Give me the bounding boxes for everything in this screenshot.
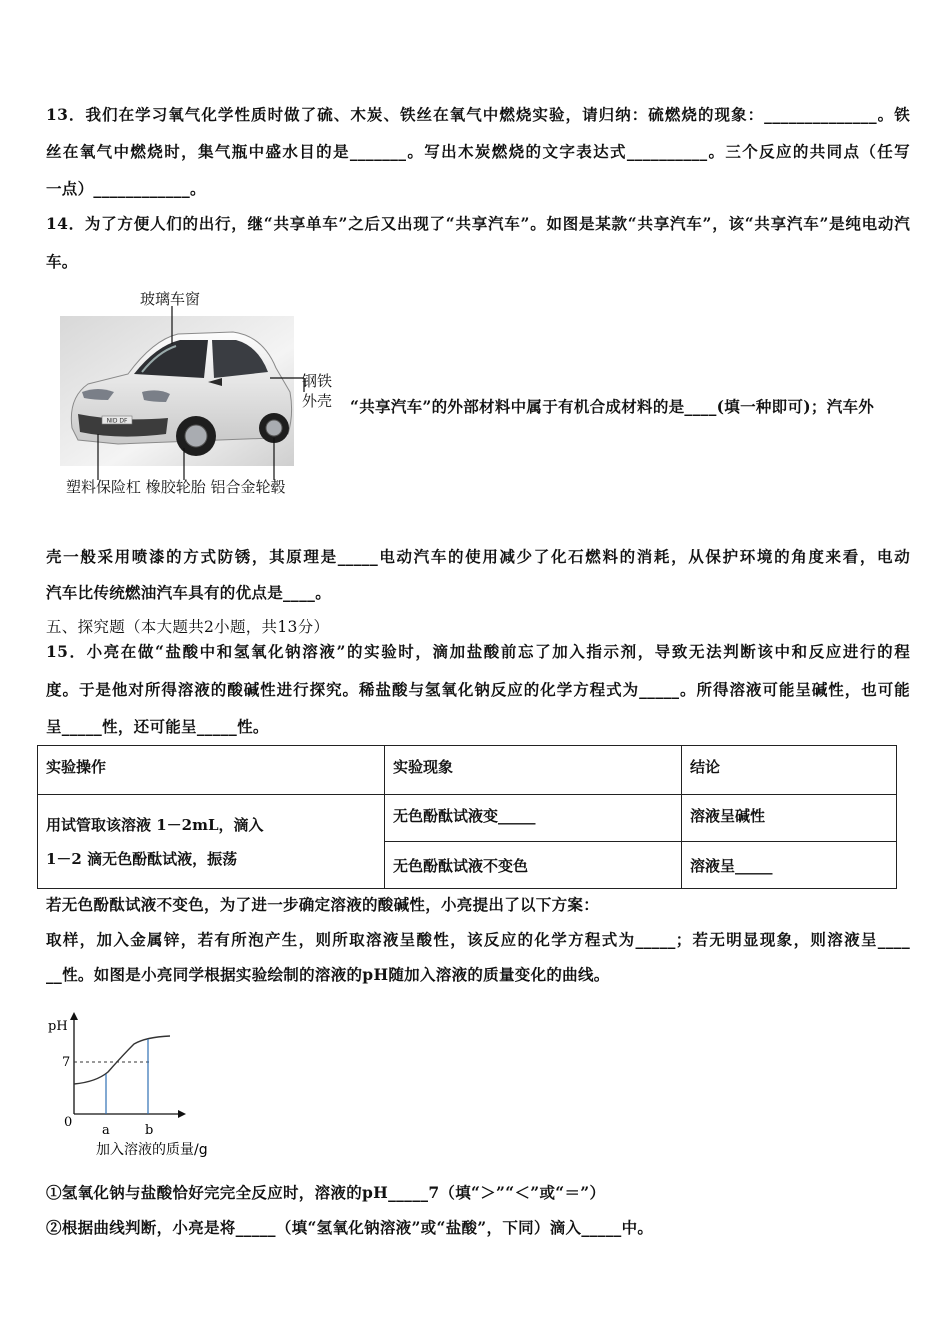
x-axis-label: 加入溶液的质量/g [96, 1142, 208, 1158]
x-axis-arrow [178, 1110, 186, 1118]
section-5-title: 五、探究题（本大题共2小题，共13分） [46, 618, 330, 636]
q15-line-1: 15．小亮在做“盐酸中和氢氧化钠溶液”的实验时，滴加盐酸前忘了加入指示剂，导致无法判断该中和反应进行的程 [46, 642, 910, 661]
callout-glass-window: 玻璃车窗 [140, 290, 201, 308]
conclusion-cell-2: 溶液呈_____ [682, 842, 897, 889]
callout-steel-line-2: 外壳 [302, 392, 333, 410]
point-a-label: a [102, 1123, 110, 1138]
q15-after-1: 若无色酚酞试液不变色，为了进一步确定溶液的酸碱性，小亮提出了以下方案： [46, 895, 600, 914]
ph-curve [74, 1036, 170, 1084]
y-axis-arrow [70, 1012, 78, 1020]
experiment-table [37, 745, 897, 889]
q13-line-1: 13．我们在学习氧气化学性质时做了硫、木炭、铁丝在氧气中燃烧实验，请归纳：硫燃烧的现象：______________。铁 [46, 105, 910, 124]
shared-car-figure [58, 288, 338, 500]
header-conclusion: 结论 [682, 746, 897, 795]
q13-line-3: 一点）____________。 [46, 179, 206, 198]
q15-line-3: 呈_____性，还可能呈_____性。 [46, 717, 269, 736]
q15-after-3: __性。如图是小亮同学根据实验绘制的溶液的pH随加入溶液的质量变化的曲线。 [46, 965, 610, 984]
header-operation: 实验操作 [38, 746, 385, 795]
q15-after-2: 取样，加入金属锌，若有所泡产生，则所取溶液呈酸性，该反应的化学方程式为_____；若无明显现象，则溶液呈____ [46, 930, 910, 949]
operation-cell [38, 795, 385, 889]
car-photo [58, 288, 338, 500]
phenomenon-cell-1: 无色酚酞试液变_____ [385, 795, 682, 842]
q15-sub-1: ①氢氧化钠与盐酸恰好完完全反应时，溶液的pH_____7（填“＞”“＜”或“＝”） [46, 1183, 606, 1202]
q15-sub-2: ②根据曲线判断，小亮是将_____（填“氢氧化钠溶液”或“盐酸”，下同）滴入_____中。 [46, 1218, 654, 1237]
point-b-label: b [145, 1123, 154, 1138]
plate-text: NID DF [106, 417, 128, 425]
q14-line-4: 汽车比传统燃油汽车具有的优点是____。 [46, 583, 332, 602]
callout-bottom-materials: 塑料保险杠 橡胶轮胎 铝合金轮毂 [66, 478, 286, 496]
table-row [38, 795, 897, 842]
conclusion-cell-1: 溶液呈碱性 [682, 795, 897, 842]
header-phenomenon: 实验现象 [385, 746, 682, 795]
operation-line-2: 1－2 滴无色酚酞试液，振荡 [46, 849, 238, 868]
callout-steel-line-1: 钢铁 [302, 372, 333, 390]
q14-side-text: “共享汽车”的外部材料中属于有机合成材料的是____(填一种即可)；汽车外 [350, 397, 875, 416]
origin-label: 0 [64, 1115, 73, 1130]
q14-line-1: 14．为了方便人们的出行，继“共享单车”之后又出现了“共享汽车”。如图是某款“共享汽车”，该“共享汽车”是纯电动汽 [46, 214, 910, 233]
y-axis-label: pH [48, 1019, 68, 1034]
ph-curve-graph [44, 1010, 244, 1160]
q15-line-2: 度。于是他对所得溶液的酸碱性进行探究。稀盐酸与氢氧化钠反应的化学方程式为_____。所得溶液可能呈碱性，也可能 [46, 680, 910, 699]
ph-curve-svg [44, 1010, 244, 1160]
ph7-tick-label: 7 [62, 1055, 71, 1070]
q14-line-3: 壳一般采用喷漆的方式防锈，其原理是_____电动汽车的使用减少了化石燃料的消耗，从保护环境的角度来看，电动 [46, 547, 910, 566]
q14-line-2: 车。 [46, 252, 78, 271]
q13-line-2: 丝在氧气中燃烧时，集气瓶中盛水目的是_______。写出木炭燃烧的文字表达式__________。三个反应的共同点（任写 [46, 142, 910, 161]
phenomenon-cell-2: 无色酚酞试液不变色 [385, 842, 682, 889]
operation-line-1: 用试管取该溶液 1－2mL，滴入 [46, 815, 264, 834]
table-header-row [38, 746, 897, 795]
